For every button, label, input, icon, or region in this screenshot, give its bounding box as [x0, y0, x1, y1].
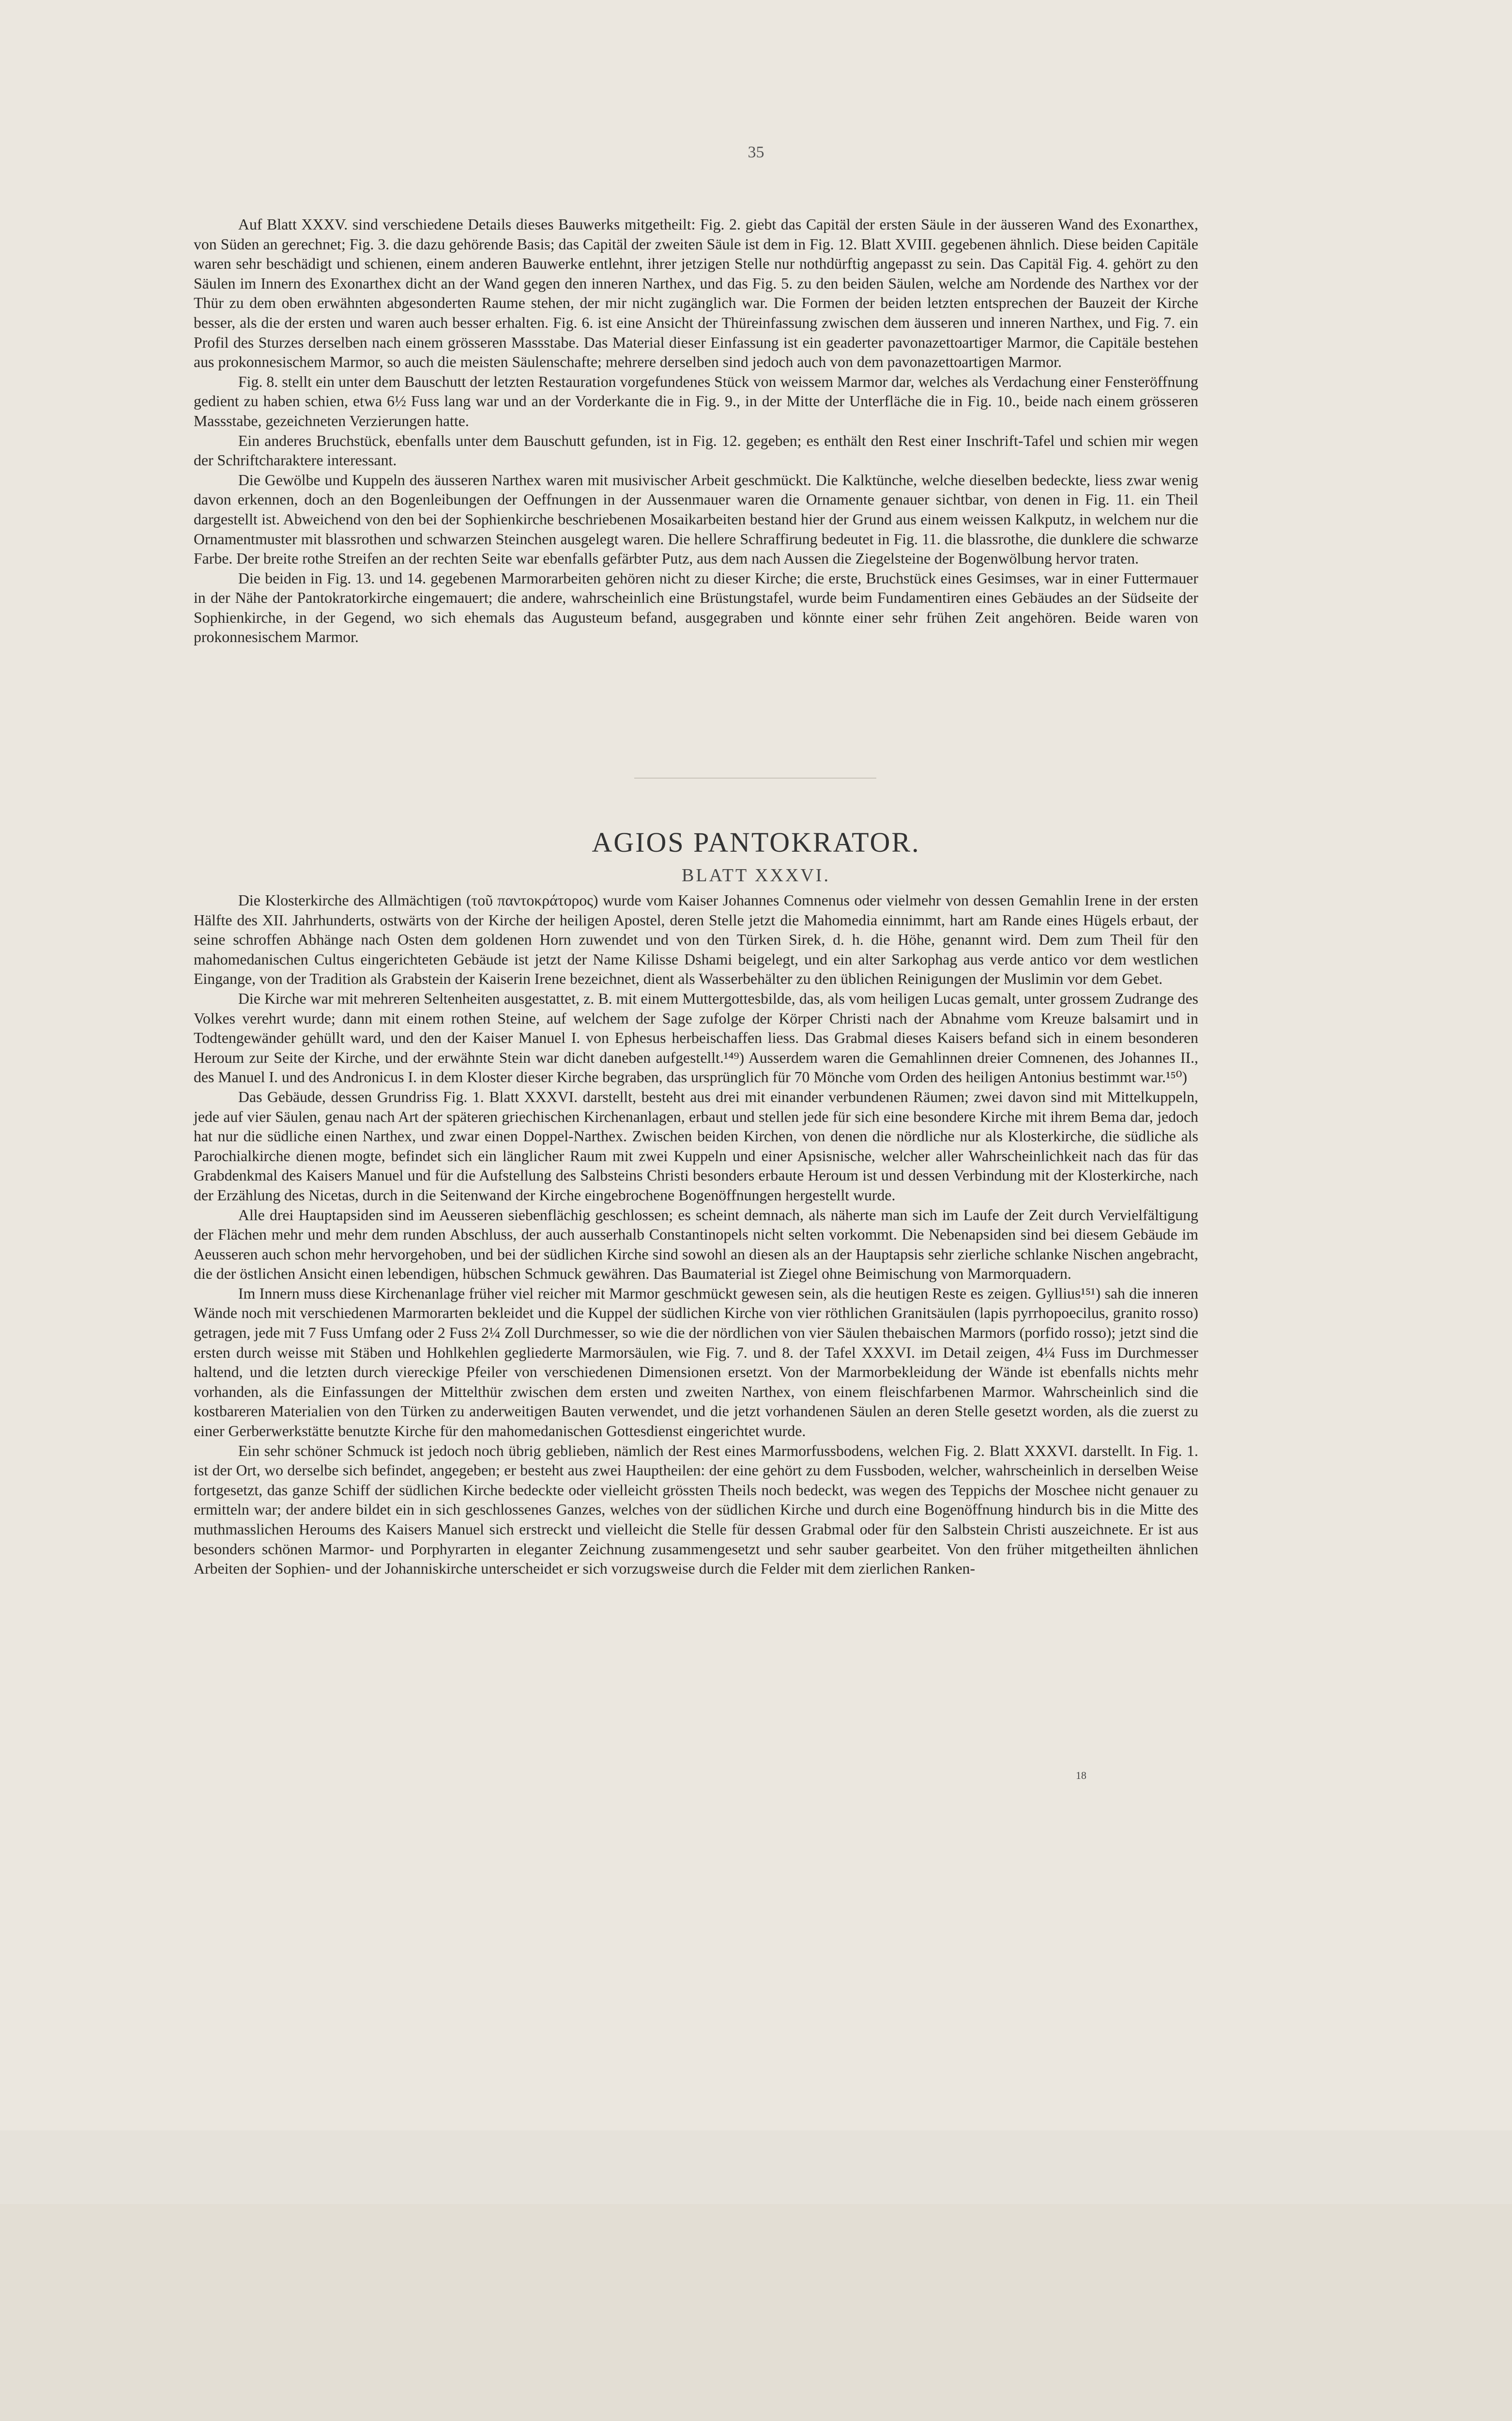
paragraph: Alle drei Hauptapsiden sind im Aeusseren siebenflächig geschlossen; es scheint demnach, als näherte man sich im Laufe der Zeit durch Vervielfältigung der Flächen mehr und mehr dem runden Abschluss, der auch ausserhalb Constantinopels nicht selten vorkommt. Die Nebenapsiden sind bei diesem Gebäude im Aeusseren auch schon mehr hervorgehoben, und bei der südlichen Kirche sind sowohl an diesen als an der Hauptapsis sehr zierliche schlanke Nischen angebracht, die der östlichen Ansicht einen lebendigen, hübschen Schmuck gewähren. Das Baumaterial ist Ziegel ohne Beimischung von Marmorquadern. — [194, 1206, 1198, 1283]
section-divider — [634, 778, 876, 779]
paragraph: Die Klosterkirche des Allmächtigen (τοῦ παντοκράτορος) wurde vom Kaiser Johannes Comnenus oder vielmehr von dessen Gemahlin Irene in der ersten Hälfte des XII. Jahrhunderts, ostwärts von der Kirche der heiligen Apostel, deren Stelle jetzt die Mahomedia einnimmt, hart am Rande eines Hügels erbaut, der seine schroffen Abhänge nach Osten dem goldenen Horn zuwendet und von den Türken Sirek, d. h. die Höhe, genannt wird. Dem zum Theil für den mahomedanischen Cultus eingerichteten Gebäude ist jetzt der Name Kilisse Dshami beigelegt, und ein alter Sarkophag aus verde antico vor dem westlichen Eingange, von der Tradition als Grabstein der Kaiserin Irene bezeichnet, dient als Wasserbehälter zu den üblichen Reinigungen der Muslimin vor dem Gebet. — [194, 892, 1198, 988]
signature-mark: 18 — [1076, 1769, 1086, 1781]
paragraph: Die beiden in Fig. 13. und 14. gegebenen Marmorarbeiten gehören nicht zu dieser Kirche; die erste, Bruchstück eines Gesimses, war in einer Futtermauer in der Nähe der Pantokratorkirche eingemauert; die andere, wahrscheinlich eine Brüstungstafel, wurde beim Fundamentiren eines Gebäudes an der Südseite der Sophienkirche, in der Gegend, wo sich ehemals das Augusteum befand, ausgegraben und könnte einer sehr frühen Zeit angehören. Beide waren von prokonnesischem Marmor. — [194, 569, 1198, 646]
body-text-section-a — [194, 215, 1198, 647]
body-text-section-b — [194, 891, 1198, 1579]
paragraph: Im Innern muss diese Kirchenanlage früher viel reicher mit Marmor geschmückt gewesen sein, als die heutigen Reste es zeigen. Gyllius¹⁵¹) sah die inneren Wände noch mit verschiedenen Marmorarten bekleidet und die Kuppel der südlichen Kirche von vier röthlichen Granitsäulen (lapis pyrrhopoecilus, granito rosso) getragen, jede mit 7 Fuss Umfang oder 2 Fuss 2¼ Zoll Durchmesser, so wie die der nördlichen von vier Säulen thebaischen Marmors (porfido rosso); jetzt sind die ersten durch weisse mit Stäben und Hohlkehlen gegliederte Marmorsäulen, wie Fig. 7. und 8. der Tafel XXXVI. im Detail zeigen, 4¼ Fuss im Durchmesser haltend, und die letzten durch viereckige Pfeiler von verschiedenen Dimensionen ersetzt. Von der Marmorbekleidung der Wände ist ebenfalls nichts mehr vorhanden, als die Einfassungen der Mittelthür zwischen dem ersten und zweiten Narthex, von einem fleischfarbenen Marmor. Wahrscheinlich sind die kostbareren Materialien von den Türken zu anderweitigen Bauten verwendet, und die jetzt vorhandenen Säulen an deren Stelle gesetzt worden, als die zuerst zu einer Gerberwerkstätte benutzte Kirche für den mahomedanischen Gottesdienst eingerichtet wurde. — [194, 1285, 1198, 1440]
chapter-heading: AGIOS PANTOKRATOR. — [592, 827, 920, 858]
paragraph: Die Gewölbe und Kuppeln des äusseren Narthex waren mit musivischer Arbeit geschmückt. Die Kalktünche, welche dieselben bedeckte, liess zwar wenig davon erkennen, doch an den Bogenleibungen der Oeffnungen in der Aussenmauer waren die Ornamente genauer sichtbar, von denen in Fig. 11. ein Theil dargestellt ist. Abweichend von den bei der Sophienkirche beschriebenen Mosaikarbeiten bestand hier der Grund aus einem weissen Kalkputz, in welchem nur die Ornamentmuster mit blassrothen und schwarzen Steinchen ausgelegt waren. Die hellere Schraffirung bedeutet in Fig. 11. die blassrothe, die dunklere die schwarze Farbe. Der breite rothe Streifen an der rechten Seite war ebenfalls gefärbter Putz, aus dem nach Aussen die Ziegelsteine der Bogenwölbung hervor traten. — [194, 471, 1198, 567]
digitization-footer — [0, 2130, 1512, 2204]
paragraph: Die Kirche war mit mehreren Seltenheiten ausgestattet, z. B. mit einem Muttergottesbilde, das, als vom heiligen Lucas gemalt, unter grossem Zudrange des Volkes verehrt wurde; dann mit einem rothen Steine, auf welchem der Sage zufolge der Körper Christi nach der Abnahme vom Kreuze balsamirt und in Todtengewänder gehüllt ward, und den der Kaiser Manuel I. von Ephesus herbeischaffen liess. Das Grabmal dieses Kaisers befand sich in einem besonderen Heroum zur Seite der Kirche, und der erwähnte Stein war dicht daneben aufgestellt.¹⁴⁹) Ausserdem waren die Gemahlinnen dreier Comnenen, des Johannes II., des Manuel I. und des Andronicus I. in dem Kloster dieser Kirche begraben, das ursprünglich für 70 Mönche vom Orden des heiligen Antonius bestimmt war.¹⁵⁰) — [194, 990, 1198, 1086]
paragraph: Ein sehr schöner Schmuck ist jedoch noch übrig geblieben, nämlich der Rest eines Marmorfussbodens, welchen Fig. 2. Blatt XXXVI. darstellt. In Fig. 1. ist der Ort, wo derselbe sich befindet, angegeben; er besteht aus zwei Hauptheilen: der eine gehört zu dem Fussboden, welcher, wahrscheinlich in derselben Weise fortgesetzt, das ganze Schiff der südlichen Kirche bedeckte oder vielleicht grössten Theils noch bedeckt, was wegen des Teppichs der Moschee nicht genauer zu ermitteln war; der andere bildet ein in sich geschlossenes Ganzes, welches von der südlichen Kirche und durch eine Bogenöffnung hindurch bis in die Mitte des muthmasslichen Heroums des Kaisers Manuel sich erstreckt und vielleicht die Stelle für dessen Grabmal oder für den Salbstein Christi auszeichnete. Er ist aus besonders schönen Marmor- und Porphyrarten in eleganter Zeichnung zusammengesetzt und sehr sauber gearbeitet. Von den früher mitgetheilten ähnlichen Arbeiten der Sophien- und der Johanniskirche unterscheidet er sich vorzugsweise durch die Felder mit dem zierlichen Ranken- — [194, 1442, 1198, 1578]
paragraph: Ein anderes Bruchstück, ebenfalls unter dem Bauschutt gefunden, ist in Fig. 12. gegeben; es enthält den Rest einer Inschrift-Tafel und schien mir wegen der Schriftcharaktere interessant. — [194, 432, 1198, 469]
paragraph: Das Gebäude, dessen Grundriss Fig. 1. Blatt XXXVI. darstellt, besteht aus drei mit einander verbundenen Räumen; zwei davon sind mit Mittelkuppeln, jede auf vier Säulen, genau nach Art der späteren griechischen Kirchenanlagen, erbaut und stellen jede für sich eine besondere Kirche mit ihrem Bema dar, jedoch hat nur die südliche einen Narthex, und zwar einen Doppel-Narthex. Zwischen beiden Kirchen, von denen die nördliche nur als Klosterkirche, die südliche als Parochialkirche dienen mogte, befindet sich ein länglicher Raum mit zwei Kuppeln und einer Apsisnische, welcher aller Wahrscheinlichkeit nach das für das Grabdenkmal des Kaisers Manuel und für die Aufstellung des Salbsteins Christi besonders erbaute Heroum ist und dessen Verbindung mit der Klosterkirche, nach der Erzählung des Nicetas, durch in die Seitenwand der Kirche eingebrochene Bogenöffnungen hergestellt wurde. — [194, 1088, 1198, 1204]
paragraph: Fig. 8. stellt ein unter dem Bauschutt der letzten Restauration vorgefundenes Stück von weissem Marmor dar, welches als Verdachung einer Fensteröffnung gedient zu haben schien, etwa 6½ Fuss lang war und an der Vorderkante die in Fig. 9., in der Mitte der Unterfläche die in Fig. 10., beide nach einem grösseren Massstabe, gezeichneten Verzierungen hatte. — [194, 373, 1198, 429]
page-number: 35 — [748, 143, 764, 161]
paragraph: Auf Blatt XXXV. sind verschiedene Details dieses Bauwerks mitgetheilt: Fig. 2. giebt das Capitäl der ersten Säule in der äusseren Wand des Exonarthex, von Süden an gerechnet; Fig. 3. die dazu gehörende Basis; das Capitäl der zweiten Säule ist dem in Fig. 12. Blatt XVIII. gegebenen ähnlich. Diese beiden Capitäle waren sehr beschädigt und schienen, einem anderen Bauwerke entlehnt, ihrer jetzigen Stelle nur nothdürftig angepasst zu sein. Das Capitäl Fig. 4. gehört zu den Säulen im Innern des Exonarthex dicht an der Wand gegen den inneren Narthex, und das Fig. 5. zu den beiden Säulen, welche am Nordende des Narthex vor der Thür zu dem oben erwähnten abgesonderten Raume stehen, der mir nicht zugänglich war. Die Formen der beiden letzten entsprechen der Bauzeit der Kirche besser, als die der ersten und waren auch besser erhalten. Fig. 6. ist eine Ansicht der Thüreinfassung zwischen dem äusseren und inneren Narthex, und Fig. 7. ein Profil des Sturzes derselben nach einem grösseren Massstabe. Das Material dieser Einfassung ist ein geaderter pavonazettoartiger Marmor, die Capitäle bestehen aus prokonnesischem Marmor, so auch die meisten Säulenschafte; mehrere derselben sind jedoch auch von dem pavonazettoartigen Marmor. — [194, 216, 1198, 371]
chapter-subheading: BLATT XXXVI. — [682, 865, 830, 886]
